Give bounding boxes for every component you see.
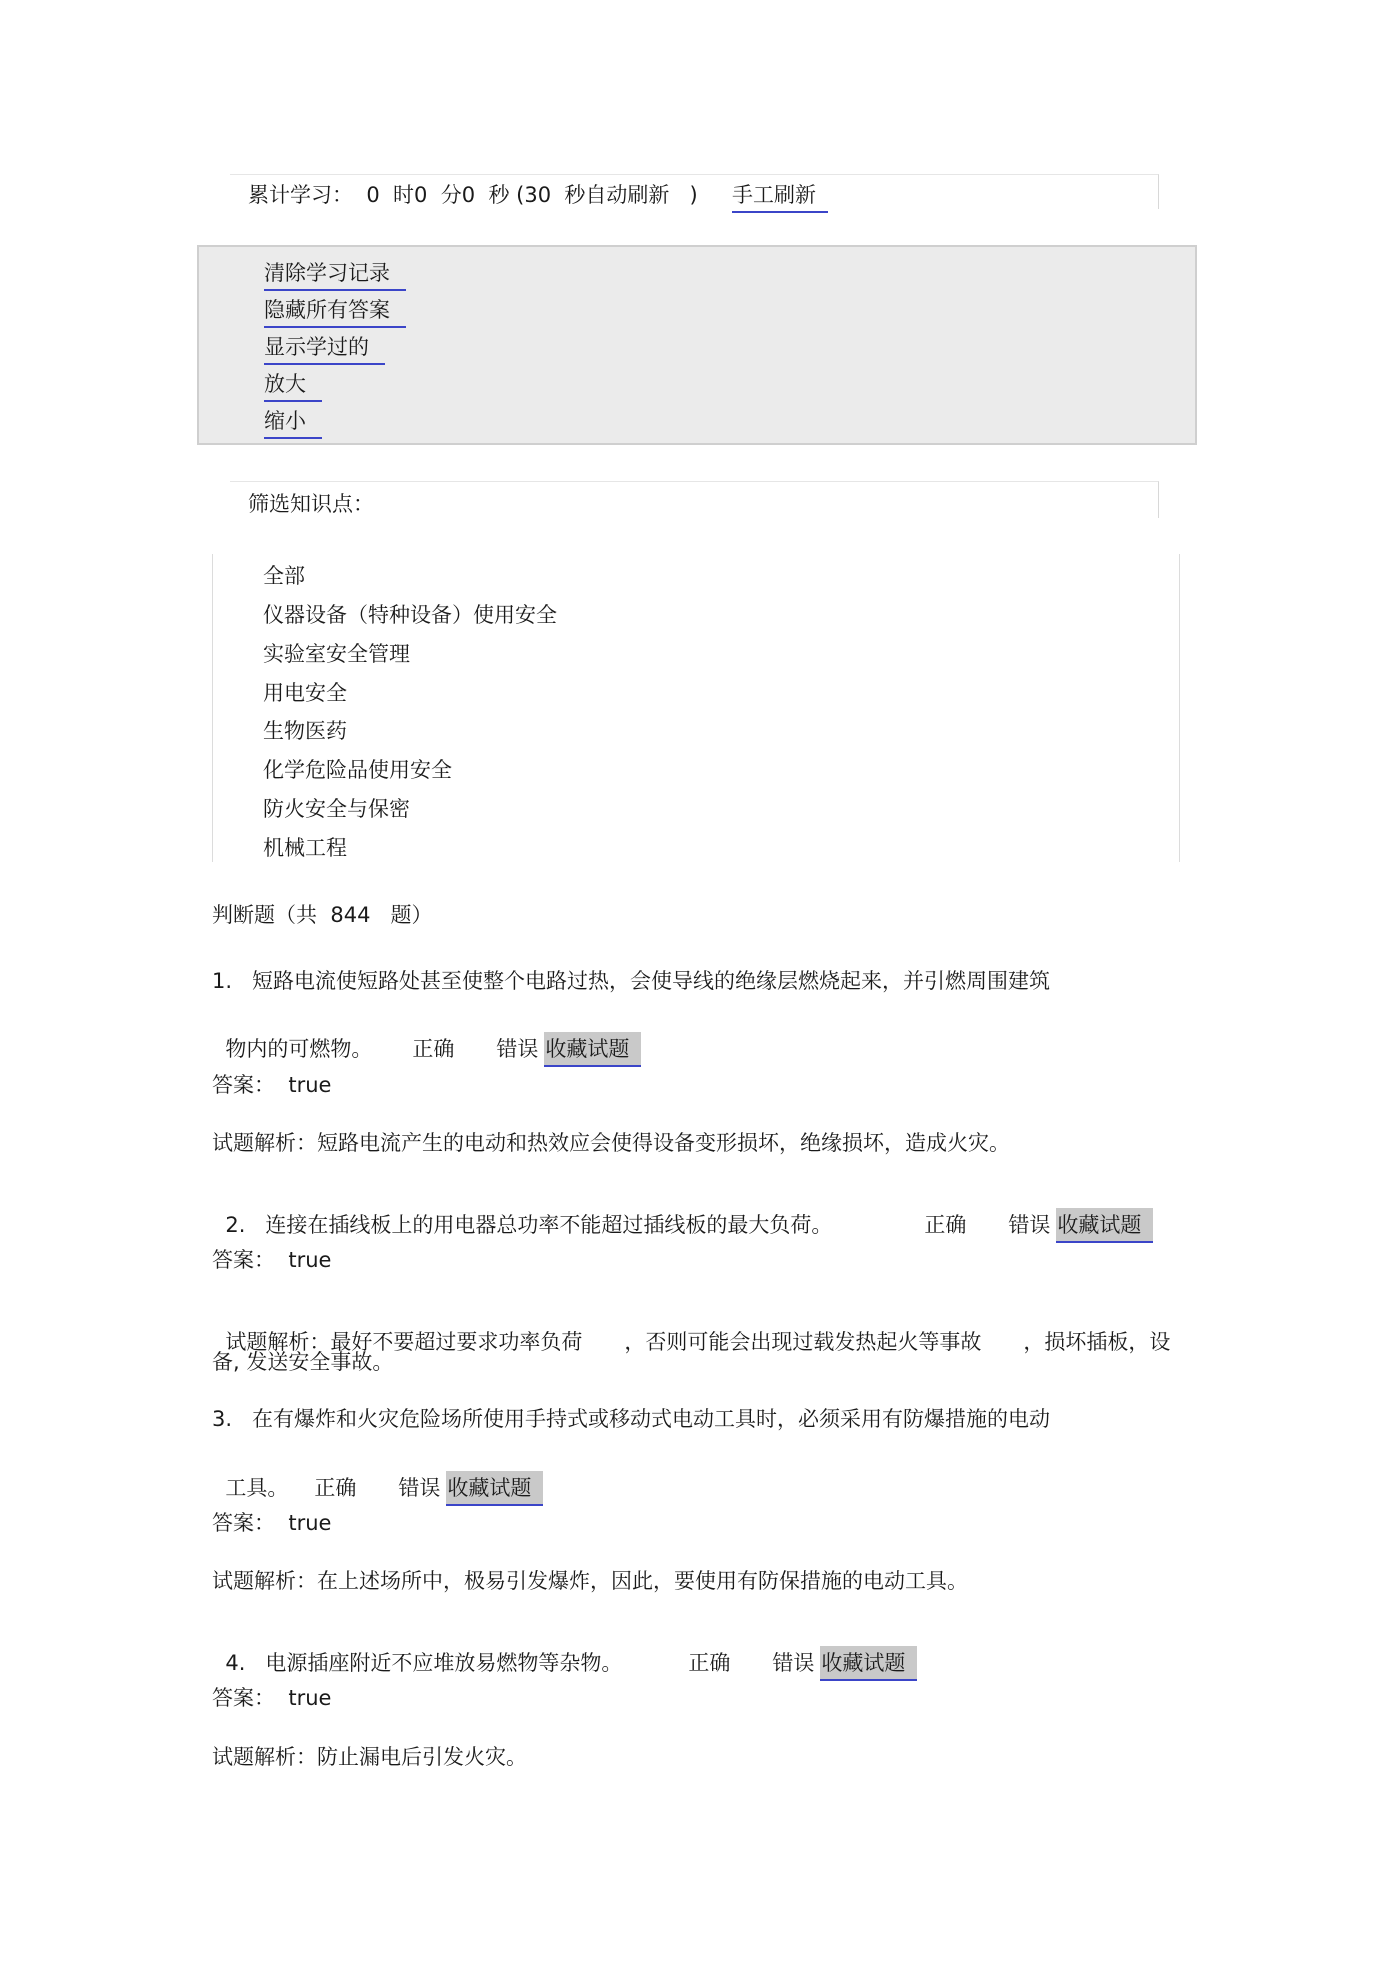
filter-option-fire[interactable]: 防火安全与保密 (263, 797, 410, 821)
question-3-line2 (212, 1447, 543, 1506)
question-4-correct-button[interactable]: 正确 (688, 1651, 731, 1675)
question-2-analysis-part1: 试题解析：最好不要超过要求功率负荷 (225, 1330, 583, 1354)
question-3-analysis: 试题解析：在上述场所中，极易引发爆炸，因此，要使用有防保措施的电动工具。 (212, 1569, 968, 1593)
question-4-text: 4. 电源插座附近不应堆放易燃物等杂物。 (225, 1651, 623, 1675)
question-3-answer: 答案： true (212, 1511, 332, 1535)
filter-option-all[interactable]: 全部 (263, 564, 305, 588)
question-3-favorite-button[interactable]: 收藏试题 (446, 1471, 543, 1506)
question-1-favorite-button[interactable]: 收藏试题 (544, 1032, 641, 1067)
question-2-analysis-part3: ，损坏插板，设 (1023, 1330, 1171, 1354)
question-2-analysis-cont: 备, 发送安全事故。 (212, 1350, 394, 1374)
question-4-favorite-button[interactable]: 收藏试题 (820, 1646, 917, 1681)
zoom-out-link[interactable]: 缩小 (264, 405, 322, 439)
question-1-text: 1. 短路电流使短路处甚至使整个电路过热，会使导线的绝缘层燃烧起来，并引燃周围建筑 (212, 969, 1051, 993)
clear-record-link[interactable]: 清除学习记录 (264, 257, 406, 291)
question-4-analysis: 试题解析：防止漏电后引发火灾。 (212, 1745, 527, 1769)
question-2-correct-button[interactable]: 正确 (924, 1213, 967, 1237)
section-title: 判断题（共 844 题） (212, 903, 433, 927)
question-2-wrong-button[interactable]: 错误 (1008, 1213, 1051, 1237)
hide-answers-link[interactable]: 隐藏所有答案 (264, 294, 406, 328)
question-4-line1 (212, 1622, 917, 1681)
zoom-in-link[interactable]: 放大 (264, 368, 322, 402)
question-2-answer: 答案： true (212, 1248, 332, 1272)
question-2-analysis-part2: ，否则可能会出现过载发热起火等事故 (624, 1330, 982, 1354)
filter-option-electrical[interactable]: 用电安全 (263, 681, 347, 705)
question-4-answer: 答案： true (212, 1686, 332, 1710)
question-4-wrong-button[interactable]: 错误 (772, 1651, 815, 1675)
tools-panel (197, 245, 1197, 445)
question-1-answer: 答案： true (212, 1073, 332, 1097)
question-3-text-cont: 工具。 (225, 1476, 289, 1500)
filter-option-lab-management[interactable]: 实验室安全管理 (263, 642, 410, 666)
filter-option-chemical[interactable]: 化学危险品使用安全 (263, 758, 452, 782)
question-1-correct-button[interactable]: 正确 (412, 1037, 455, 1061)
filter-label: 筛选知识点： (248, 492, 374, 516)
question-3-correct-button[interactable]: 正确 (314, 1476, 357, 1500)
manual-refresh-link[interactable]: 手工刷新 (732, 179, 828, 213)
question-1-wrong-button[interactable]: 错误 (496, 1037, 539, 1061)
study-time-bar (230, 174, 1159, 209)
question-2-text: 2. 连接在插线板上的用电器总功率不能超过插线板的最大负荷。 (225, 1213, 833, 1237)
question-2-favorite-button[interactable]: 收藏试题 (1056, 1208, 1153, 1243)
question-2-line1 (212, 1184, 1153, 1243)
filter-option-biomedical[interactable]: 生物医药 (263, 719, 347, 743)
knowledge-point-list (212, 554, 1180, 862)
filter-option-mechanical[interactable]: 机械工程 (263, 836, 347, 860)
question-3-text: 3. 在有爆炸和火灾危险场所使用手持式或移动式电动工具时，必须采用有防爆措施的电动 (212, 1407, 1051, 1431)
question-3-wrong-button[interactable]: 错误 (398, 1476, 441, 1500)
question-1-analysis: 试题解析：短路电流产生的电动和热效应会使得设备变形损坏，绝缘损坏，造成火灾。 (212, 1131, 1010, 1155)
study-time-text: 累计学习： 0 时0 分0 秒 (30 秒自动刷新 ) (248, 183, 698, 207)
question-1-text-cont: 物内的可燃物。 (225, 1037, 373, 1061)
question-1-line2 (212, 1008, 641, 1067)
filter-bar (230, 481, 1159, 518)
show-studied-link[interactable]: 显示学过的 (264, 331, 385, 365)
filter-option-equipment[interactable]: 仪器设备（特种设备）使用安全 (263, 603, 557, 627)
